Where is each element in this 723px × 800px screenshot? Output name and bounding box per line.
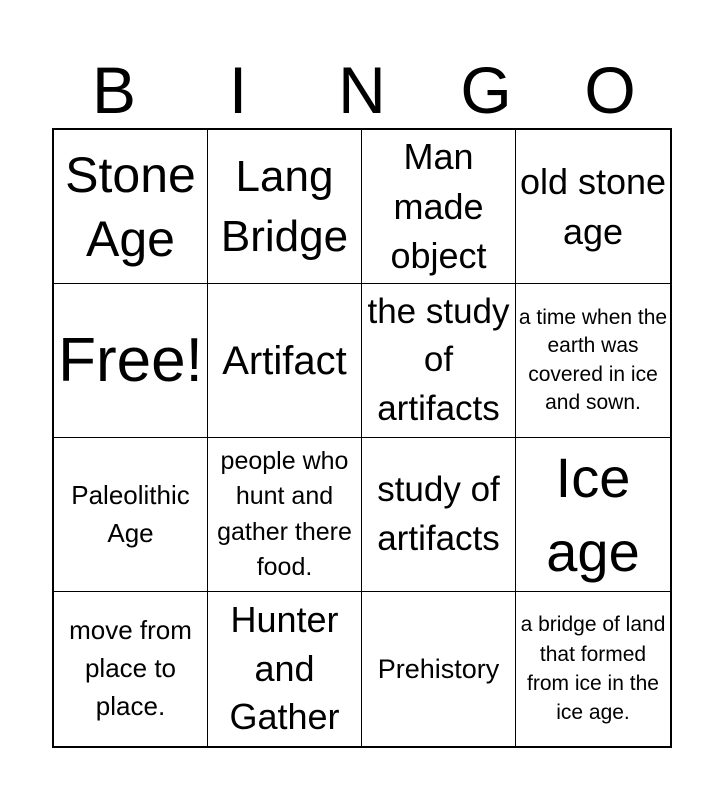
bingo-cell[interactable] [54,284,208,438]
bingo-cell[interactable] [208,438,362,592]
cell-text: a time when the earth was covered in ice and sown. [518,305,668,414]
bingo-cell[interactable] [516,130,670,284]
bingo-cell[interactable] [208,130,362,284]
header-letter-n: N [338,53,386,127]
bingo-header [52,52,672,128]
cell-text: old stone age [519,160,667,252]
header-letter-o: O [584,53,636,127]
bingo-cell[interactable] [208,592,362,746]
bingo-cell[interactable] [516,438,670,592]
bingo-cell[interactable] [362,130,516,284]
free-space: Free! [58,325,203,395]
bingo-cell[interactable] [516,284,670,438]
cell-text: Lang Bridge [220,151,349,261]
header-letter-i: I [228,53,248,127]
cell-text: Man made object [390,136,487,277]
bingo-cell[interactable] [362,284,516,438]
cell-text: Artifact [222,338,347,383]
cell-text: a bridge of land that formed from ice in the ice age. [520,613,666,725]
bingo-board [52,128,672,748]
bingo-cell[interactable] [362,438,516,592]
cell-text: the study of artifacts [367,292,510,428]
cell-text: move from place to place. [69,615,192,721]
bingo-cell[interactable] [208,284,362,438]
cell-text: Hunter and Gather [229,598,340,738]
bingo-cell[interactable] [54,592,208,746]
header-letter-g: G [460,53,512,127]
cell-text: study of artifacts [377,470,500,558]
bingo-cell[interactable] [362,592,516,746]
bingo-cell[interactable] [54,438,208,592]
cell-text: people who hunt and gather there food. [217,446,352,581]
bingo-cell[interactable] [54,130,208,284]
header-letter-b: B [91,53,137,127]
cell-text: Paleolithic Age [71,479,190,548]
cell-text: Prehistory [377,653,500,684]
cell-text: Ice age [546,445,640,583]
cell-text: Stone Age [65,146,196,267]
bingo-cell[interactable] [516,592,670,746]
